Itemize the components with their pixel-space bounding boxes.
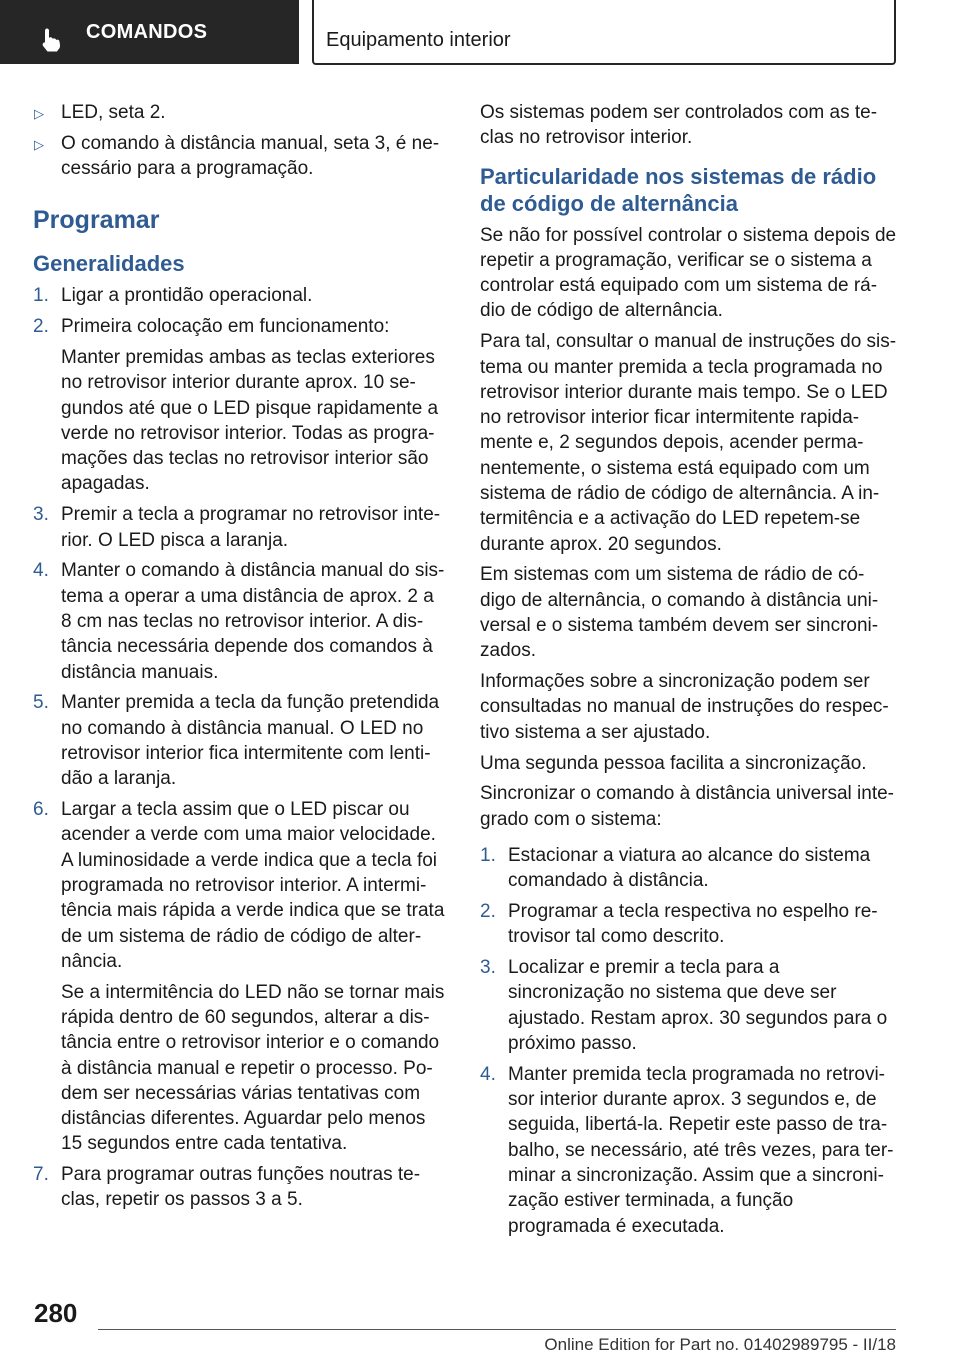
- list-item: [480, 843, 898, 894]
- bullet-text: LED, seta 2.: [61, 102, 166, 123]
- list-item: [480, 955, 898, 1056]
- step-text: Programar a tecla respectiva no espelho re-trovisor tal como descrito.: [508, 901, 878, 948]
- step-number: 3.: [480, 957, 496, 979]
- step-number: 2.: [480, 901, 496, 923]
- list-item: [33, 690, 447, 791]
- left-column: [33, 100, 447, 1218]
- list-item: [33, 131, 447, 182]
- bullet-list: [33, 100, 447, 181]
- list-item: [33, 797, 447, 1157]
- step-text: Para programar outras funções noutras te-clas, repetir os passos 3 a 5.: [61, 1164, 421, 1211]
- section-heading: Programar: [33, 206, 160, 235]
- step-text: Primeira colocação em funcionamento:: [61, 316, 390, 338]
- step-number: 4.: [33, 560, 49, 582]
- step-number: 1.: [33, 285, 49, 307]
- paragraph: Sincronizar o comando à distância universal inte-grado com o sistema:: [480, 783, 894, 830]
- paragraph: Uma segunda pessoa facilita a sincronização.: [480, 752, 867, 774]
- hand-pointer-icon: [38, 26, 64, 52]
- footer-divider: [98, 1329, 896, 1330]
- step-text: Manter premida tecla programada no retrovi-sor interior durante aprox. 3 segundos e, de seguida, libertá-la. Repetir este passo de tra-balho, se necessário, até três vezes, para ter-minar a sincronização. Assim que a sincroni-zação estiver terminada, a função programada é executada.: [508, 1063, 894, 1237]
- step-text: Estacionar a viatura ao alcance do sistema comandado à distância.: [508, 844, 871, 892]
- triangle-bullet-icon: ▷: [34, 136, 44, 152]
- step-text: Localizar e premir a tecla para a sincronização no sistema que deve ser ajustado. Restam aprox. 30 segundos para o próximo passo.: [508, 957, 888, 1054]
- step-number: 7.: [33, 1164, 49, 1186]
- step-text: Largar a tecla assim que o LED piscar ou acender a verde com uma maior velocidade. A luminosidade a verde indica que a tecla foi programada no retrovisor interior. A intermi-tência mais rápida a verde indica que se trata de um sistema de rádio de código de alter-nância.: [61, 799, 445, 972]
- right-column: [480, 100, 898, 1244]
- step-text: Ligar a prontidão operacional.: [61, 285, 313, 307]
- step-number: 1.: [480, 844, 496, 866]
- step-number: 5.: [33, 692, 49, 714]
- list-item: [33, 314, 447, 497]
- bullet-text: O comando à distância manual, seta 3, é ne-cessário para a programação.: [61, 132, 440, 180]
- section-label: Equipamento interior: [326, 29, 511, 51]
- step-number: 3.: [33, 504, 49, 526]
- section-heading: Particularidade nos sistemas de rádio de código de alternância: [480, 163, 877, 216]
- paragraph: Para tal, consultar o manual de instruções do sis-tema ou manter premida a tecla programada no retrovisor interior durante mais tempo. Se o LED no retrovisor interior ficar intermitente rapida-mente e, 2 segundos depois, acender perma-nentemente, o sistema está equipado com um sistema de rádio de código de alternância. A in-termitência e a activação do LED repetem-se durante aprox. 20 segundos.: [480, 331, 897, 555]
- page-number: 280: [34, 1298, 78, 1328]
- step-number: 2.: [33, 316, 49, 338]
- page-header: [0, 0, 960, 66]
- subsection-heading: Generalidades: [33, 251, 185, 277]
- triangle-bullet-icon: ▷: [34, 106, 44, 121]
- list-item: [33, 502, 447, 553]
- edition-note: Online Edition for Part no. 01402989795 - II/18: [544, 1335, 896, 1354]
- step-continuation: Manter premidas ambas as teclas exteriores no retrovisor interior durante aprox. 10 se-gundos até que o LED pisque rapidamente a verde no retrovisor interior. Todas as progra-mações das teclas no retrovisor interior são apagadas.: [61, 346, 439, 495]
- list-item: [33, 283, 447, 308]
- paragraph: Informações sobre a sincronização podem ser consultadas no manual de instruções do respec-tivo sistema a ser ajustado.: [480, 671, 889, 743]
- programming-steps: [33, 283, 447, 1212]
- intro-paragraph: Os sistemas podem ser controlados com as te-clas no retrovisor interior.: [480, 102, 878, 149]
- list-item: [480, 899, 898, 950]
- list-item: [480, 1062, 898, 1239]
- paragraph: Se não for possível controlar o sistema depois de repetir a programação, verificar se o sistema a controlar está equipado com um sistema de rá-dio de código de alternância.: [480, 224, 897, 322]
- step-continuation: Se a intermitência do LED não se tornar mais rápida dentro de 60 segundos, alterar a dis-tância entre o retrovisor interior e o comando à distância manual e repetir o processo. Po-dem ser necessárias várias tentativas com distâncias diferentes. Aguardar pelo menos 15 segundos entre cada tentativa.: [61, 981, 445, 1155]
- section-tab: [312, 0, 896, 65]
- list-item: [33, 558, 447, 684]
- list-item: [33, 1162, 447, 1213]
- paragraph: Em sistemas com um sistema de rádio de có-digo de alternância, o comando à distância uni-versal e o sistema também devem ser sincroni-zados.: [480, 564, 879, 662]
- step-text: Premir a tecla a programar no retrovisor inte-rior. O LED pisca a laranja.: [61, 504, 441, 551]
- step-text: Manter premida a tecla da função pretendida no comando à distância manual. O LED no retrovisor interior fica intermitente com lenti-dão a laranja.: [61, 692, 440, 790]
- list-item: [33, 100, 447, 125]
- step-number: 6.: [33, 799, 49, 821]
- chapter-label: COMANDOS: [86, 21, 208, 43]
- chapter-tab: [0, 0, 299, 64]
- sync-steps: [480, 843, 898, 1239]
- step-text: Manter o comando à distância manual do sis-tema a operar a uma distância de aprox. 2 a 8 cm nas teclas no retrovisor interior. A dis-tância necessária depende dos comandos à distância manuais.: [61, 560, 445, 683]
- step-number: 4.: [480, 1063, 496, 1085]
